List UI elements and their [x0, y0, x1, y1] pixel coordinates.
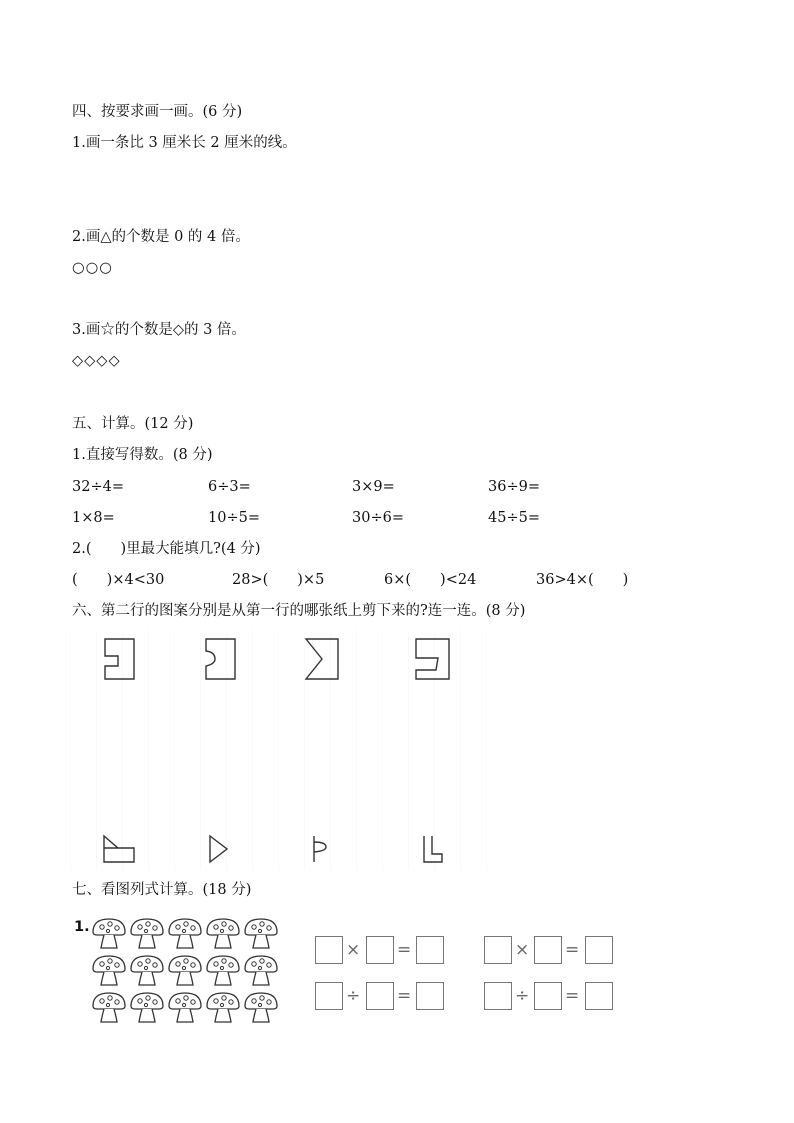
answer-box[interactable] [484, 982, 512, 1010]
q4-1-text: 1.画一条比 3 厘米长 2 厘米的线。 [72, 135, 297, 151]
calc-item: 32÷4= [72, 479, 124, 495]
fill-item: ( )×4<30 [72, 572, 165, 588]
answer-box[interactable] [585, 936, 613, 964]
cut-piece-2[interactable] [205, 832, 235, 866]
answer-box[interactable] [534, 936, 562, 964]
equals-sign: = [565, 940, 580, 960]
answer-box[interactable] [534, 982, 562, 1010]
calc-item: 1×8= [72, 510, 115, 526]
calc-item: 3×9= [352, 479, 395, 495]
calc-item: 45÷5= [488, 510, 540, 526]
q5-2-text: 2.( )里最大能填几?(4 分) [72, 541, 261, 557]
cut-piece-4[interactable] [420, 832, 450, 866]
fill-item: 36>4×( ) [536, 572, 629, 588]
q4-2-text: 2.画△的个数是 0 的 4 倍。 [72, 229, 250, 245]
fill-item: 28>( )×5 [232, 572, 325, 588]
times-sign: × [515, 940, 530, 960]
answer-box[interactable] [484, 936, 512, 964]
divide-sign: ÷ [346, 986, 361, 1006]
answer-box[interactable] [366, 936, 394, 964]
calc-item: 30÷6= [352, 510, 404, 526]
equals-sign: = [397, 940, 412, 960]
times-sign: × [346, 940, 361, 960]
answer-box[interactable] [585, 982, 613, 1010]
answer-box[interactable] [416, 982, 444, 1010]
section4-heading: 四、按要求画一画。(6 分) [72, 104, 243, 120]
diamonds-row: ◇◇◇◇ [72, 353, 121, 369]
section5-heading: 五、计算。(12 分) [72, 416, 194, 432]
cut-piece-1[interactable] [100, 832, 140, 866]
calc-item: 10÷5= [208, 510, 260, 526]
section6-heading: 六、第二行的图案分别是从第一行的哪张纸上剪下来的?连一连。(8 分) [72, 603, 526, 619]
q5-1-text: 1.直接写得数。(8 分) [72, 447, 213, 463]
calc-item: 36÷9= [488, 479, 540, 495]
cut-piece-3[interactable] [310, 832, 340, 866]
paper-shape-4[interactable] [412, 636, 454, 682]
paper-shape-3[interactable] [303, 636, 343, 682]
q4-3-text: 3.画☆的个数是◇的 3 倍。 [72, 322, 246, 338]
paper-shape-1[interactable] [100, 636, 140, 682]
circles-row: ○○○ [72, 260, 113, 276]
q7-1-number: 1. [74, 919, 90, 935]
mushroom-grid [90, 915, 285, 1030]
equals-sign: = [397, 986, 412, 1006]
calc-item: 6÷3= [208, 479, 251, 495]
answer-box[interactable] [315, 982, 343, 1010]
equals-sign: = [565, 986, 580, 1006]
divide-sign: ÷ [515, 986, 530, 1006]
paper-shape-2[interactable] [201, 636, 241, 682]
answer-box[interactable] [315, 936, 343, 964]
section7-heading: 七、看图列式计算。(18 分) [72, 882, 252, 898]
answer-box[interactable] [366, 982, 394, 1010]
answer-box[interactable] [416, 936, 444, 964]
fill-item: 6×( )<24 [384, 572, 477, 588]
